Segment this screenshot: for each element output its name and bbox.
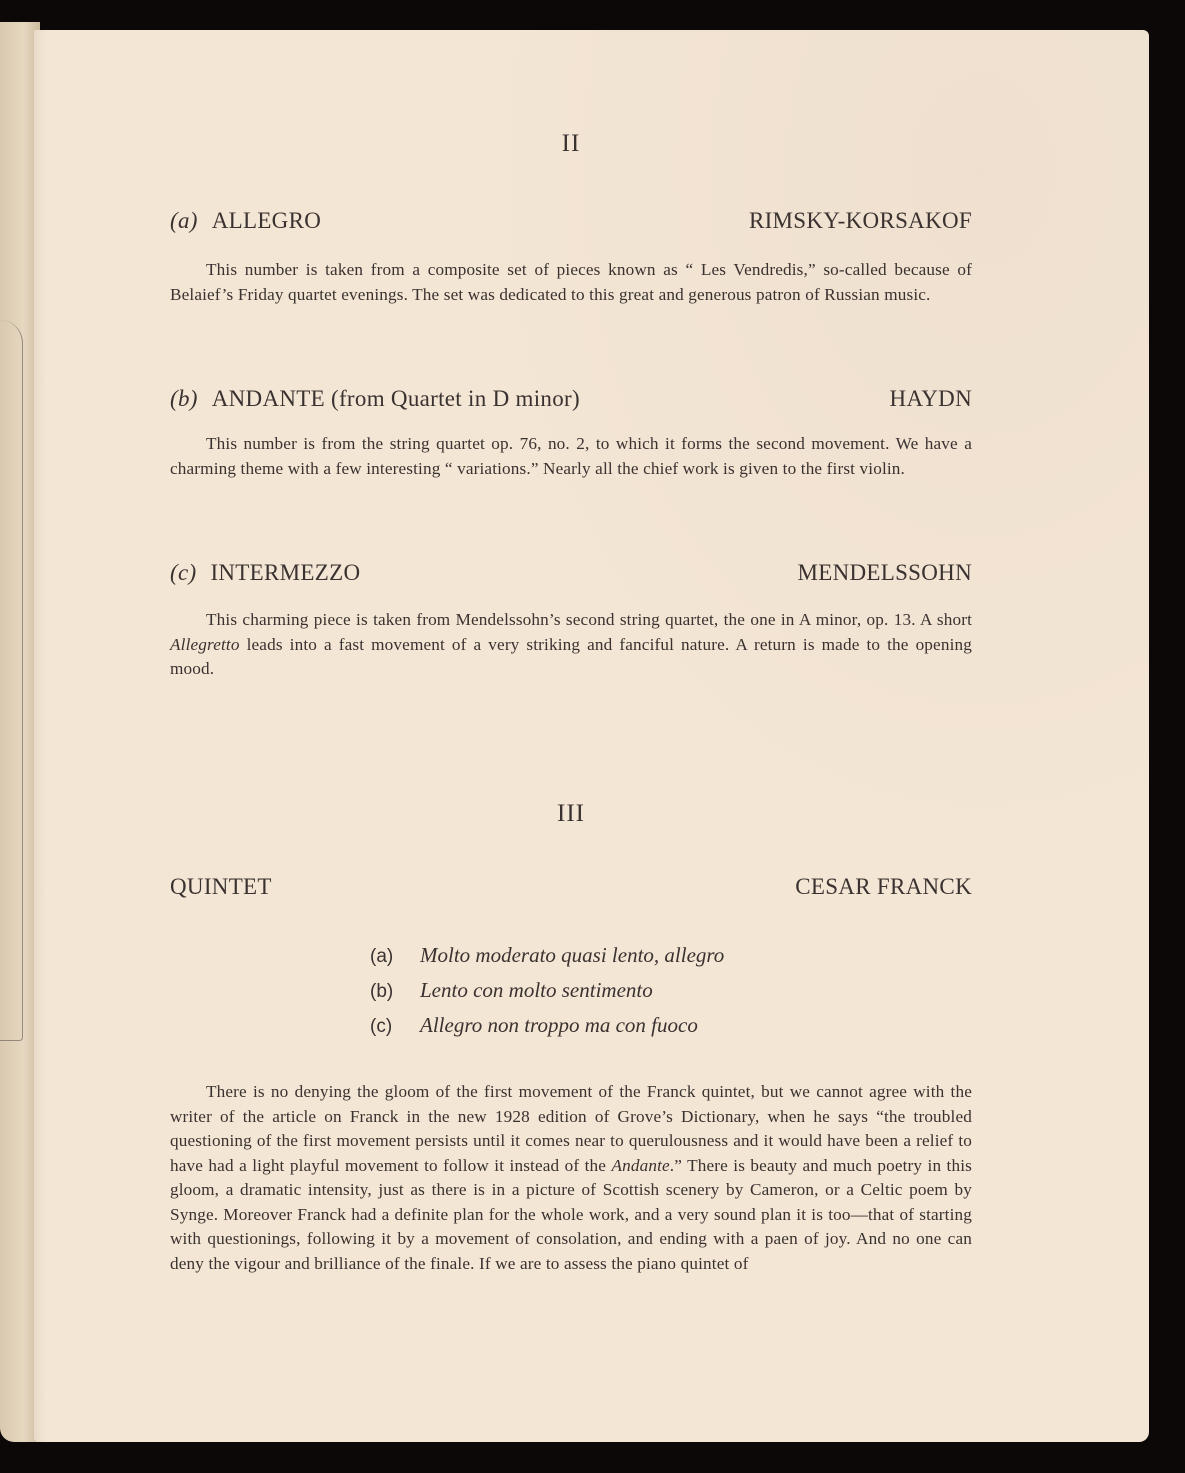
piece-title: QUINTET [170, 874, 272, 899]
piece-heading-quintet [170, 874, 972, 900]
piece-label: (a) [170, 208, 198, 233]
piece-title [170, 386, 580, 412]
piece-label: (c) [170, 560, 197, 585]
piece-heading-allegro [170, 208, 972, 234]
piece-title [170, 560, 360, 586]
text-run: .” There is beauty and much poetry in this gloom, a dramatic intensity, just as there is in a picture of Scottish scenery by Cameron, or a Celtic poem by Synge. Moreover Franck had a definite plan for the whole work, and a very sound plan it is too—that of starting with questionings, following it by a movement of consolation, and ending with a paen of joy. And no one can deny the vigour and brilliance of the finale. If we are to assess the piano quintet of [170, 1155, 972, 1273]
movement-label: (c) [370, 1016, 393, 1037]
movement-title: Lento con molto sentimento [420, 978, 653, 1002]
movement-item [370, 1013, 890, 1048]
piece-title-text: ALLEGRO [211, 208, 322, 233]
piece-composer: MENDELSSOHN [797, 560, 972, 585]
quintet-description [170, 1080, 972, 1276]
movement-label: (a) [370, 946, 394, 967]
piece-description: This number is from the string quartet op. 76, no. 2, to which it forms the second movement. We have a charming theme with a few interesting “ variations.” Nearly all the chief work is given to the first violin. [170, 434, 972, 478]
program-page [34, 30, 1149, 1442]
section-numeral-iii: III [557, 800, 585, 827]
movement-label: (b) [370, 981, 394, 1002]
piece-label: (b) [170, 386, 198, 411]
text-run: leads into a fast movement of a very striking and fanciful nature. A return is made to the opening mood. [170, 634, 972, 678]
piece-composer: HAYDN [889, 386, 972, 411]
pencil-bracket-mark [0, 320, 23, 1041]
piece-title-text: ANDANTE (from Quartet in D minor) [211, 386, 580, 411]
movement-item [370, 978, 890, 1013]
piece-description: This number is taken from a composite set of pieces known as “ Les Vendredis,” so-called because of Belaief’s Friday quartet evenings. The set was dedicated to this great and generous patron of Russian music. [170, 260, 972, 304]
piece-heading-andante [170, 386, 972, 412]
piece-heading-intermezzo [170, 560, 972, 586]
italic-term: Andante [611, 1155, 670, 1175]
piece-composer: RIMSKY-KORSAKOF [748, 208, 972, 233]
text-run: This charming piece is taken from Mendelssohn’s second string quartet, the one in A minor, op. 13. A short [206, 610, 972, 629]
movement-list [370, 943, 890, 1048]
section-numeral-ii: II [561, 130, 581, 157]
movement-title: Molto moderato quasi lento, allegro [420, 943, 725, 967]
piece-title [170, 208, 321, 234]
piece-description [170, 608, 972, 682]
movement-item [370, 943, 890, 978]
movement-title: Allegro non troppo ma con fuoco [420, 1013, 698, 1037]
italic-term: Allegretto [170, 634, 240, 654]
piece-title-text: INTERMEZZO [210, 560, 361, 585]
piece-composer: CESAR FRANCK [795, 874, 972, 899]
text-run: There is no denying the gloom of the first movement of the Franck quintet, but we cannot agree with the writer of the article on Franck in the new 1928 edition of Grove’s Dictionary, when he says “the troubled questioning of the first movement persists until it comes near to querulousness and it would have been a relief to have had a light playful movement to follow it instead of the [170, 1082, 972, 1175]
